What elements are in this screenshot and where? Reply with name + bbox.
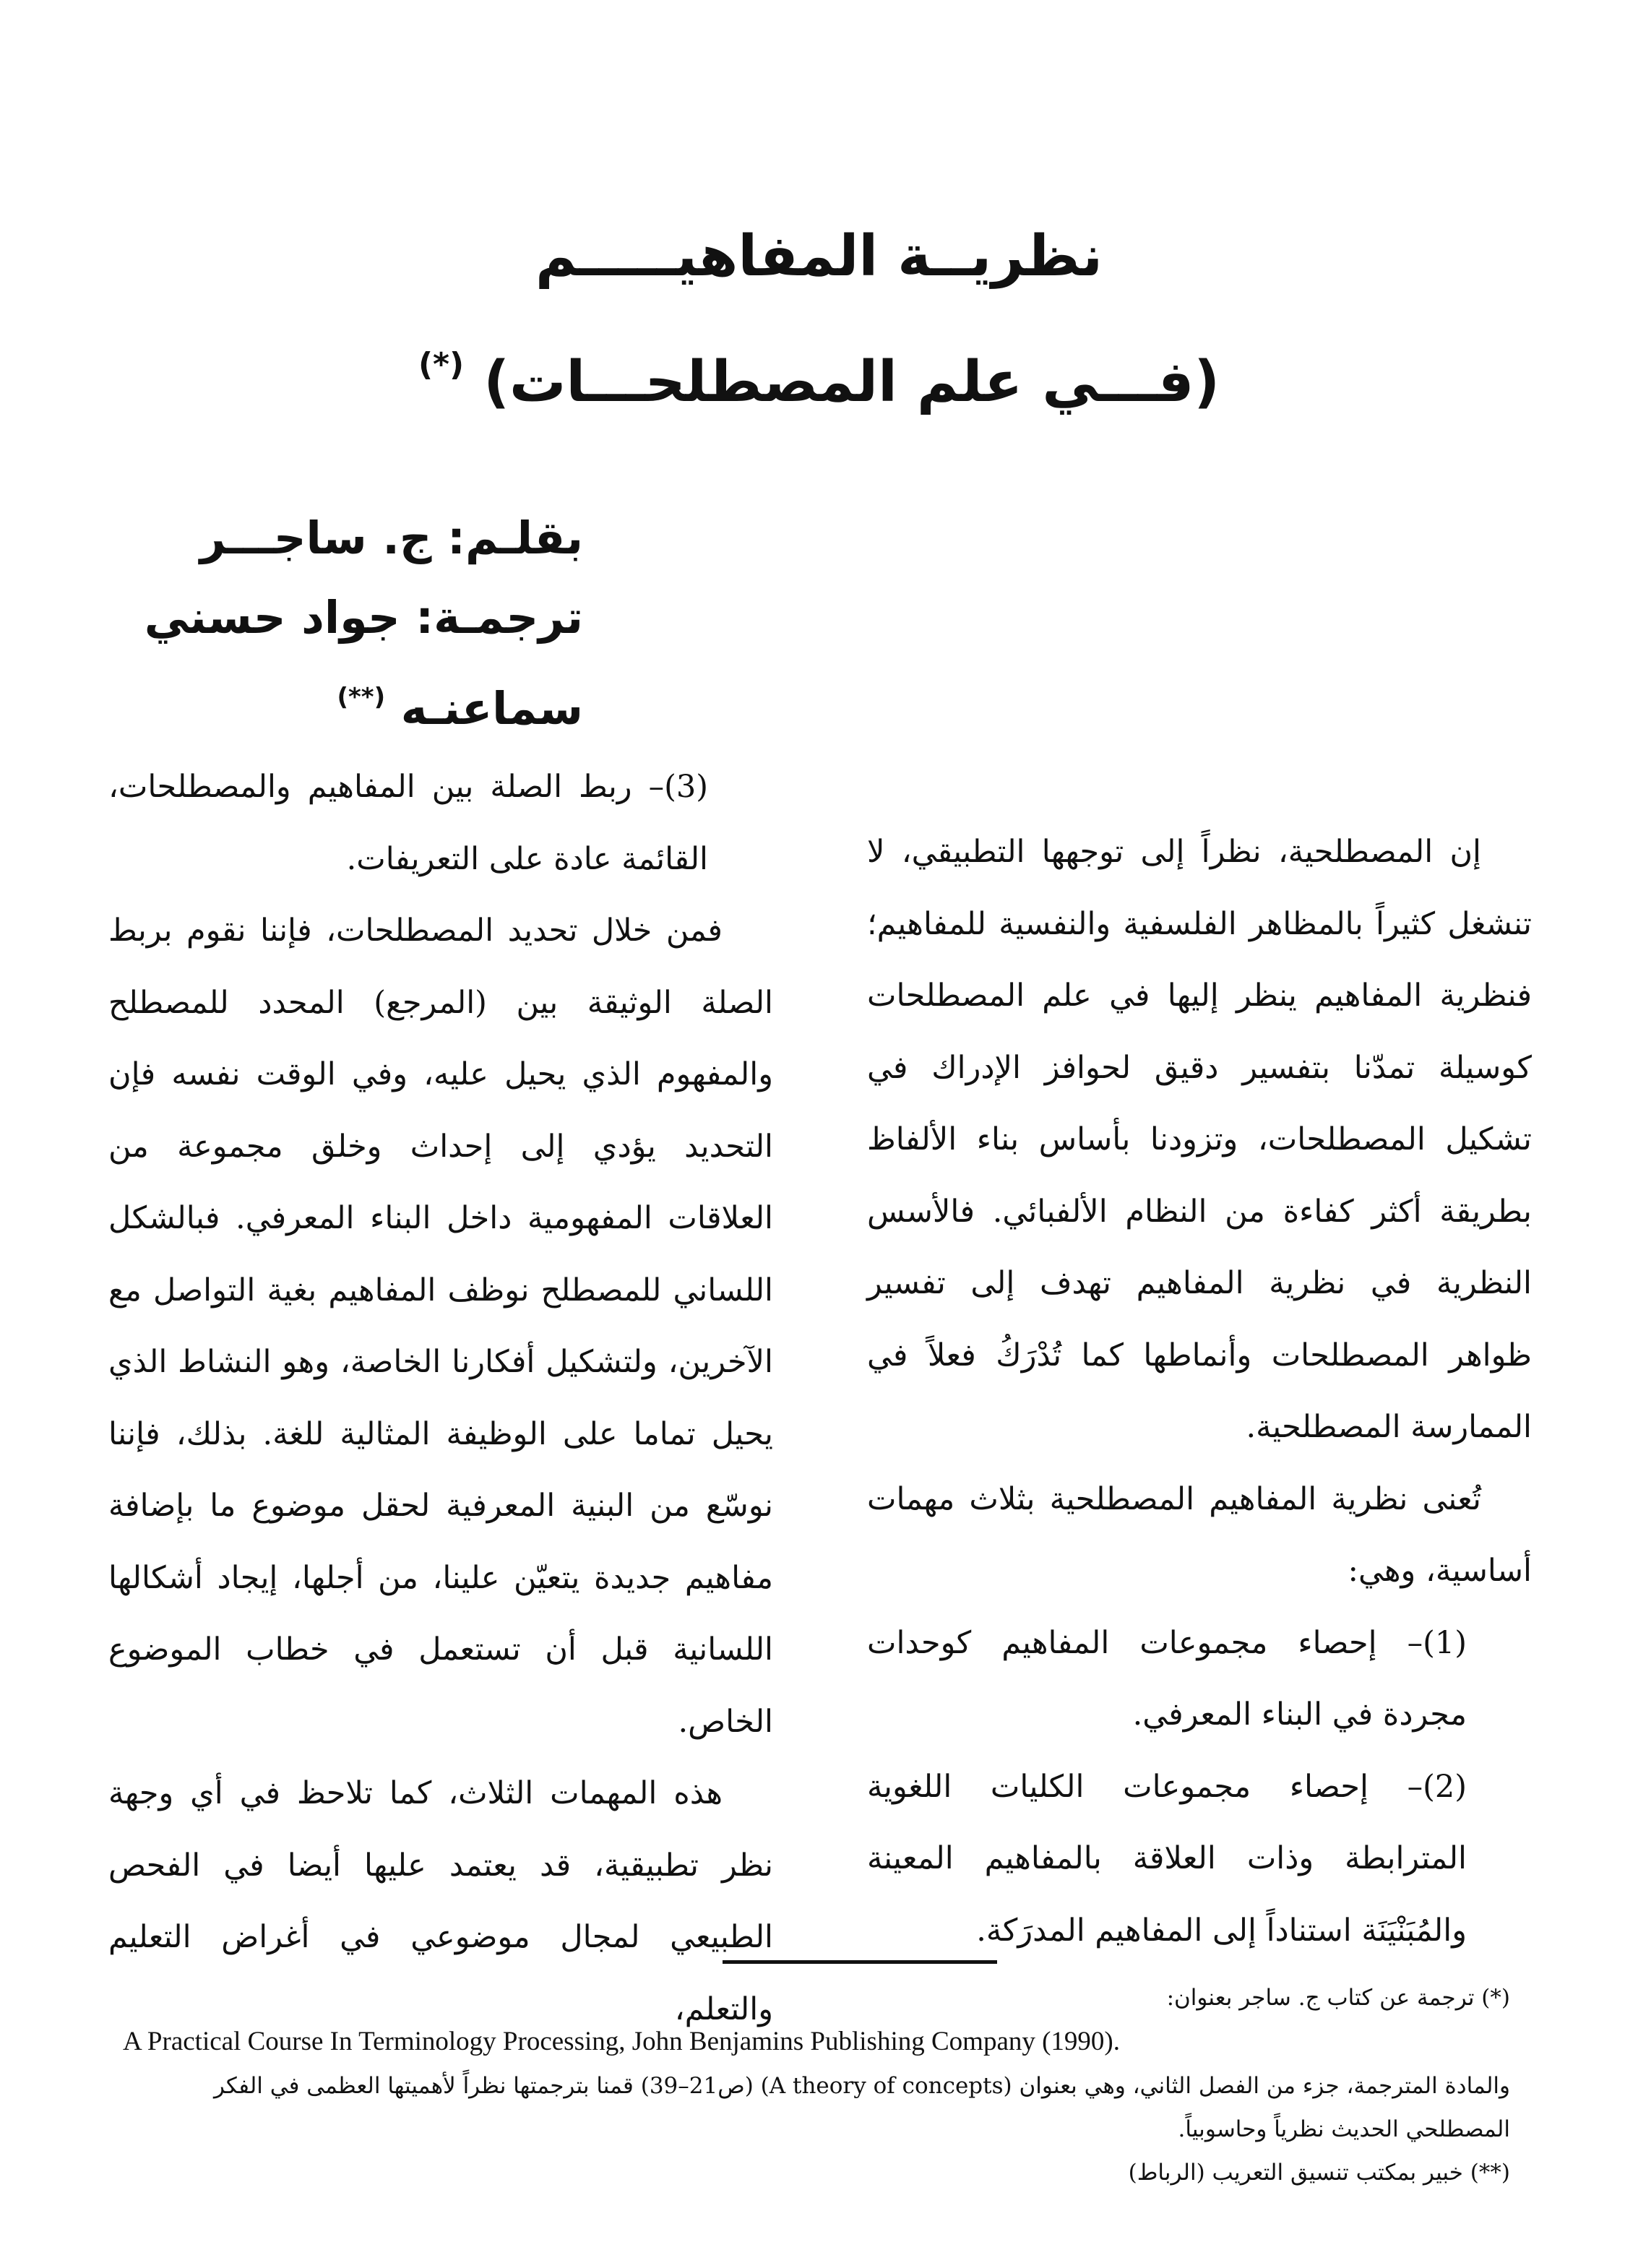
footnote-1-detail: والمادة المترجمة، جزء من الفصل الثاني، وهي بعنوان (A theory of concepts) (ص21–39) قمنا بترجمتها نظراً لأهميتها العظمى في الفكر المصطلحي الحديث نظرياً وحاسوبياً. [213,2073,1510,2142]
footnote-2: (**) خبير بمكتب تنسيق التعريب (الرباط) [1128,2160,1510,2186]
footnotes [123,1976,1510,2194]
left-column [108,751,773,2045]
footnote-1: (*) ترجمة عن كتاب ج. ساجر بعنوان: [1166,1985,1510,2011]
translator-line [77,578,583,749]
footnote-divider [723,1960,997,1964]
right-list-item-2: (2)– إحصاء مجموعات الكليات اللغوية المترابطة وذات العلاقة بالمفاهيم المعينة والمُبَنْيَنَة استناداً إلى المفاهيم المدرَكة. [867,1768,1467,1949]
footnote-book-title: A Practical Course In Terminology Processing, John Benjamins Publishing Company (1990). [123,2027,1121,2056]
left-paragraph-1: فمن خلال تحديد المصطلحات، فإننا نقوم بربط الصلة الوثيقة بين (المرجع) المحدد للمصطلح والمفهوم الذي يحيل عليه، وفي الوقت نفسه فإن التحديد يؤدي إلى إحداث وخلق مجموعة من العلاقات المفهومية داخل البناء المعرفي. فبالشكل اللساني للمصطلح نوظف المفاهيم بغية التواصل مع الآخرين، ولتشكيل أفكارنا الخاصة، وهو النشاط الذي يحيل تماما على الوظيفة المثالية للغة. بذلك، فإننا نوسّع من البنية المعرفية لحقل موضوع ما بإضافة مفاهيم جديدة يتعيّن علينا، من أجلها، إيجاد أشكالها اللسانية قبل أن تستعمل في خطاب الموضوع الخاص. [108,913,774,1740]
author-line: بقلـم: ج. ساجـــر [199,512,583,564]
right-paragraph-1: إن المصطلحية، نظراً إلى توجهها التطبيقي، لا تنشغل كثيراً بالمظاهر الفلسفية والنفسية للمفاهيم؛ فنظرية المفاهيم ينظر إليها في علم المصطلحات كوسيلة تمدّنا بتفسير دقيق لحوافز الإدراك في تشكيل المصطلحات، وتزودنا بأساس بناء الألفاظ بطريقة أكثر كفاءة من النظام الألفبائي. فالأسس النظرية في نظرية المفاهيم تهدف إلى تفسير ظواهر المصطلحات وأنماطها كما تُدْرَكُ فعلاً في الممارسة المصطلحية. [867,834,1532,1445]
title-footnote-mark: (*) [418,346,465,383]
translator-footnote-mark: (**) [337,683,386,712]
title-line-1: نظريــة المفاهيـــــم [535,224,1103,289]
right-list-item-1: (1)– إحصاء مجموعات المفاهيم كوحدات مجردة في البناء المعرفي. [867,1624,1467,1733]
right-column [867,816,1532,1967]
title-line-2 [0,311,1638,436]
translator-name: ترجمـة: جواد حسني سماعنـه [144,591,583,735]
title-line-2-text: (فـــي علم المصطلحـــات) [483,350,1220,415]
left-paragraph-2: هذه المهمات الثلاث، كما تلاحظ في أي وجهة نظر تطبيقية، قد يعتمد عليها أيضا في الفحص الطبيعي لمجال موضوعي في أغراض التعليم والتعلم، [108,1775,773,2027]
left-list-item-3: (3)– ربط الصلة بين المفاهيم والمصطلحات، القائمة عادة على التعريفات. [108,769,708,877]
right-paragraph-2: تُعنى نظرية المفاهيم المصطلحية بثلاث مهمات أساسية، وهي: [867,1480,1532,1589]
article-title [0,202,1638,436]
byline [77,499,583,749]
